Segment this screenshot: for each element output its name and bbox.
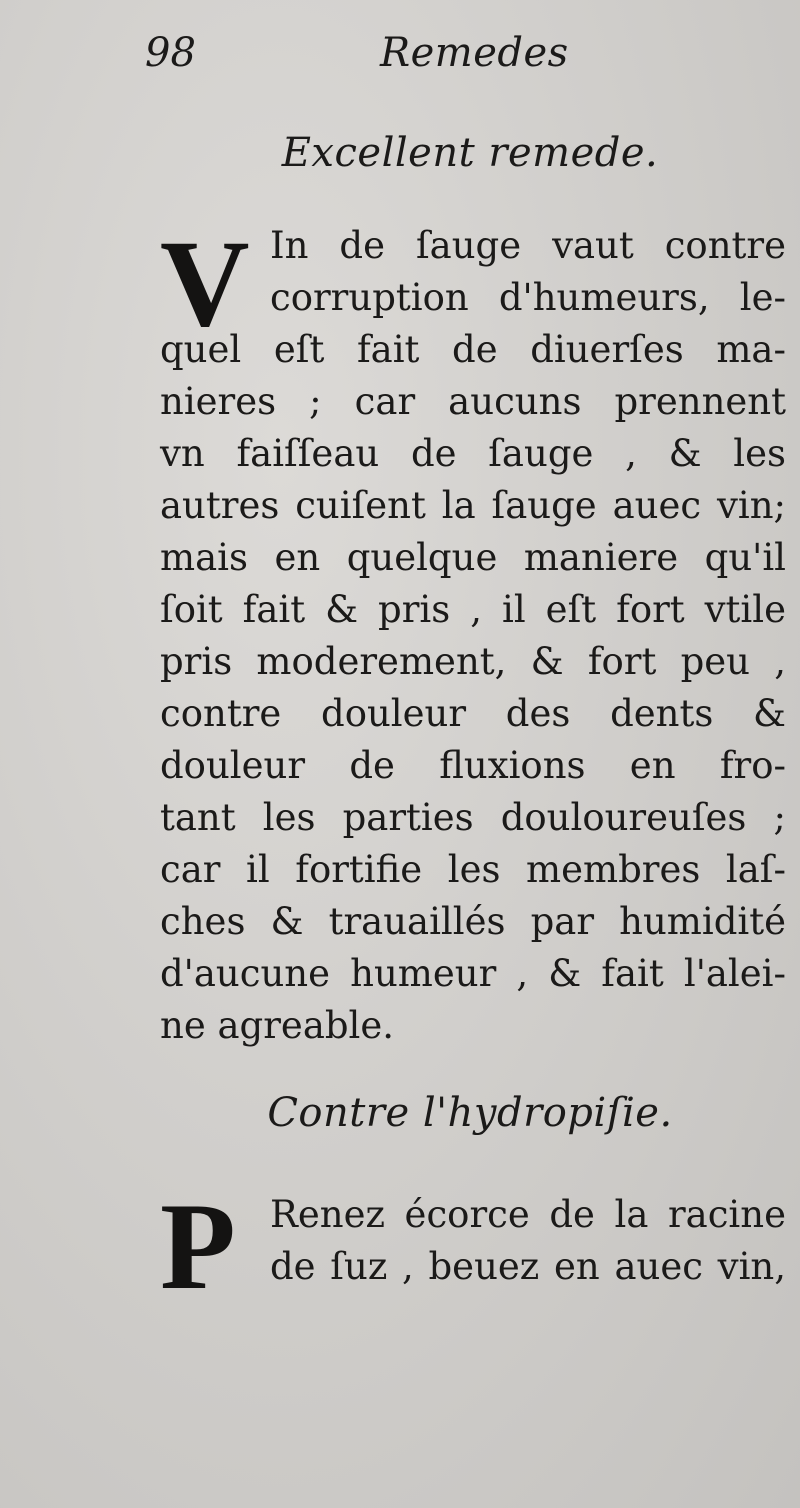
text-line: quel eſt fait de diuerſes ma-	[160, 328, 786, 371]
drop-cap: V	[160, 215, 250, 352]
text-line: mais en quelque maniere qu'il	[160, 536, 786, 579]
page-number: 98	[145, 30, 196, 76]
text-line: nieres ; car aucuns prennent	[160, 380, 786, 423]
text-line: d'aucune humeur , & fait l'alei-	[160, 952, 786, 995]
text-line: ches & trauaillés par humidité	[160, 900, 786, 943]
text-line: corruption d'humeurs, le-	[270, 276, 786, 319]
text-line: contre douleur des dents &	[160, 692, 786, 735]
text-line: de ſuz , beuez en auec vin,	[270, 1245, 786, 1288]
section-title-contre-hydropisie: Contre l'hydropiſie.	[267, 1090, 673, 1136]
text-line: pris moderement, & fort peu ,	[160, 640, 786, 683]
drop-cap: P	[160, 1178, 236, 1315]
running-head: Remedes	[380, 30, 569, 76]
text-line: vn faiſſeau de ſauge , & les	[160, 432, 786, 475]
text-line: douleur de fluxions en fro-	[160, 744, 786, 787]
text-line: Renez écorce de la racine	[270, 1193, 786, 1236]
text-line: In de ſauge vaut contre	[270, 224, 786, 267]
text-line: ne agreable.	[160, 1004, 395, 1047]
text-line: tant les parties douloureuſes ;	[160, 796, 786, 839]
text-line: autres cuiſent la ſauge auec vin;	[160, 484, 786, 527]
page-header	[145, 30, 765, 90]
text-line: ſoit fait & pris , il eſt fort vtile	[160, 588, 786, 631]
section-title-excellent-remede: Excellent remede.	[281, 130, 659, 176]
text-line: car il fortifie les membres laſ-	[160, 848, 786, 891]
